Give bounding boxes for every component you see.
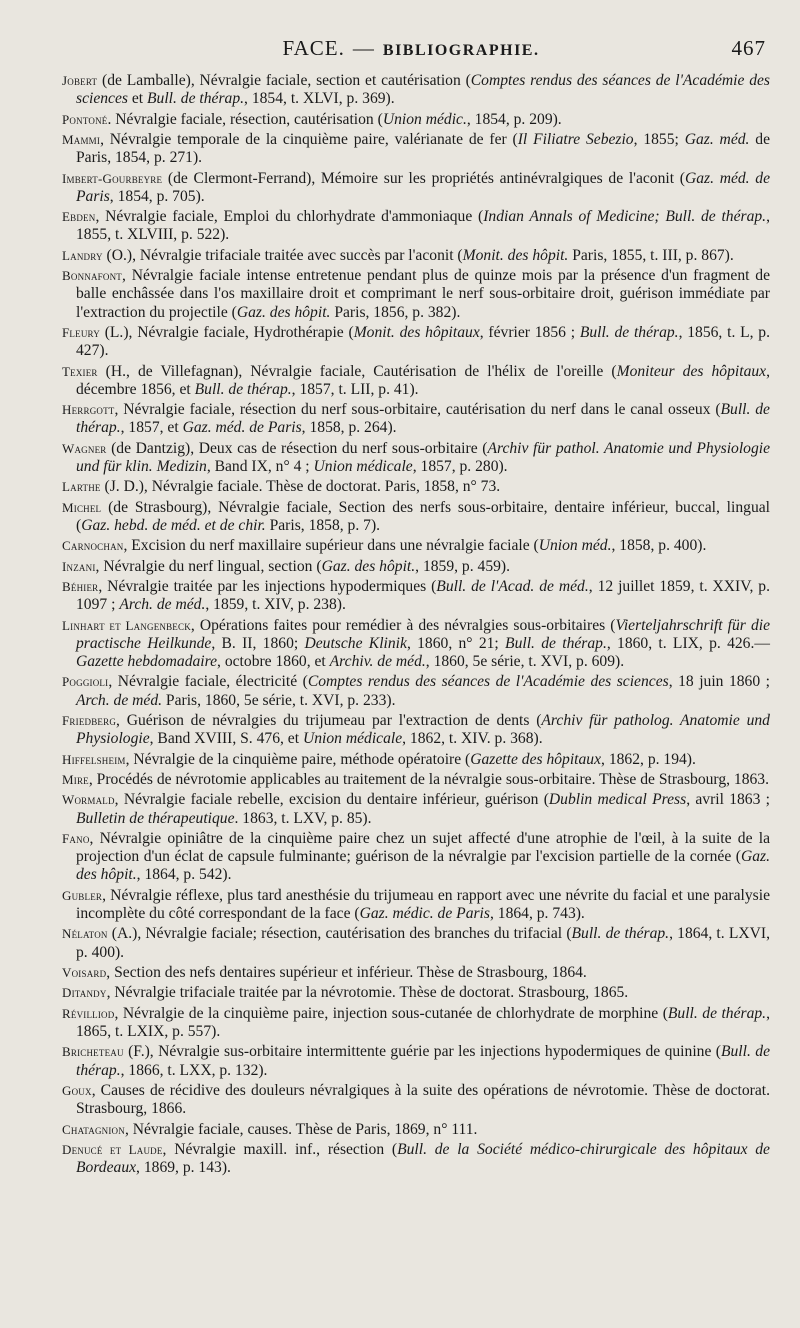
- entry-text: (de Dantzig), Deux cas de résection du nerf sous-orbitaire (: [106, 439, 488, 457]
- entry-text: (A.), Névralgie faciale; résection, cautérisation des branches du trifacial (: [107, 925, 572, 943]
- entry-text: , Névralgie de la cinquième paire, méthode opératoire (: [125, 750, 471, 768]
- entry-source-title: Gaz. des hôpit.: [321, 557, 416, 575]
- bibliography-list: [62, 72, 770, 1177]
- entry-text: , 1864, p. 743).: [489, 905, 585, 923]
- entry-text: , Section des nefs dentaires supérieur et inférieur. Thèse de Strasbourg, 1864.: [106, 964, 587, 982]
- entry-text: , Névralgie faciale intense entretenue pendant plus de quinze mois par la présence d'un fragment de balle enchâssée dans l'os maxillaire droit et comprimant le nerf sous-orbitaire droit, guérison immédiate par l'extraction du projectile (: [76, 267, 770, 321]
- entry-text: , 1860, 5e série, t. XVI, p. 609).: [425, 653, 625, 671]
- running-head: [62, 36, 770, 70]
- entry-text: , Névralgie faciale, Emploi du chlorhydrate d'ammoniaque (: [95, 208, 484, 226]
- bibliography-entry: [62, 208, 770, 244]
- entry-text: , Guérison de névralgies du trijumeau par l'extraction de dents (: [116, 712, 542, 730]
- entry-source-title: Archiv. de méd.: [329, 653, 426, 671]
- entry-text: , 1869, p. 143).: [136, 1159, 231, 1177]
- entry-source-title: Archiv für pathol. Anatomie und Physiologie und für klin. Medizin: [76, 439, 770, 475]
- entry-author: Béhier: [62, 579, 99, 595]
- bibliography-entry: [62, 401, 770, 437]
- entry-source-title: Gaz. méd. de Paris: [76, 169, 770, 205]
- title-dash: —: [352, 36, 375, 60]
- entry-author: Nélaton: [62, 926, 108, 942]
- entry-text: et: [127, 90, 148, 108]
- entry-text: , avril 1863 ;: [686, 791, 770, 809]
- entry-author: Gubler: [62, 887, 103, 903]
- bibliography-entry: [62, 131, 770, 167]
- entry-text: , Névralgie faciale, résection du nerf sous-orbitaire, cautérisation du nerf dans le canal osseux (: [114, 401, 721, 419]
- entry-author: Michel: [62, 499, 102, 515]
- entry-text: Paris, 1855, t. III, p. 867).: [568, 246, 734, 264]
- entry-text: (de Clermont-Ferrand), Mémoire sur les propriétés antinévralgiques de l'aconit (: [162, 169, 685, 187]
- bibliography-entry: [62, 791, 770, 827]
- entry-text: , 1862, t. XIV. p. 368).: [402, 730, 543, 748]
- entry-source-title: Bull. de thérap.: [505, 634, 607, 652]
- entry-text: , 12 juillet 1859, t. XXIV, p. 1097 ;: [76, 578, 770, 614]
- bibliography-entry: [62, 170, 770, 206]
- bibliography-entry: [62, 324, 770, 360]
- bibliography-entry: [62, 247, 770, 265]
- entry-author: Imbert-Gourbeyre: [62, 170, 163, 186]
- entry-author: Révilliod: [62, 1005, 115, 1021]
- entry-text: , 1855;: [633, 130, 685, 148]
- entry-author: Landry: [62, 247, 103, 263]
- entry-source-title: Bulletin de thérapeutique: [76, 809, 235, 827]
- entry-text: Paris, 1858, p. 7).: [265, 516, 381, 534]
- entry-author: Goux: [62, 1083, 92, 1098]
- entry-author: Linhart et Langenbeck: [62, 617, 191, 633]
- entry-source-title: Monit. des hôpitaux: [353, 323, 480, 341]
- entry-text: , Névralgie traitée par les injections hypodermiques (: [98, 578, 437, 596]
- entry-text: , Névralgie faciale, électricité (: [108, 673, 308, 691]
- entry-source-title: Gaz. méd. de Paris: [182, 419, 302, 437]
- entry-source-title: Moniteur des hôpitaux: [616, 362, 767, 380]
- entry-text: . Névralgie faciale, résection, cautérisation (: [107, 110, 383, 128]
- entry-author: Ditandy: [62, 985, 107, 1001]
- entry-source-title: Indian Annals of Medicine; Bull. de thérap.: [483, 208, 767, 226]
- entry-text: , 1855, t. XLVIII, p. 522).: [76, 208, 770, 244]
- entry-text: , Névralgie faciale, causes. Thèse de Paris, 1869, n° 111.: [124, 1120, 478, 1138]
- entry-author: Fano: [62, 831, 90, 847]
- entry-text: (F.), Névralgie sus-orbitaire intermittente guérie par les injections hypodermiques de quinine (: [123, 1043, 721, 1061]
- entry-text: (J. D.), Névralgie faciale. Thèse de doctorat. Paris, 1858, n° 73.: [100, 478, 501, 496]
- bibliography-entry: [62, 771, 770, 789]
- entry-source-title: Gaz. hebd. de méd. et de chir.: [81, 516, 266, 534]
- entry-text: , décembre 1856, et: [76, 362, 770, 398]
- entry-author: Jobert: [62, 73, 98, 88]
- bibliography-entry: [62, 673, 770, 709]
- bibliography-entry: [62, 578, 770, 614]
- chapter-title: FACE.: [282, 36, 345, 60]
- bibliography-entry: [62, 712, 770, 748]
- entry-text: , Band XVIII, S. 476, et: [149, 730, 303, 748]
- entry-author: Carnochan: [62, 538, 124, 554]
- entry-text: , Névralgie maxill. inf., résection (: [162, 1140, 398, 1158]
- bibliography-entry: [62, 499, 770, 535]
- entry-source-title: Gazette hebdomadaire: [76, 653, 218, 671]
- entry-source-title: Dublin medical Press: [548, 791, 687, 809]
- entry-source-title: Deutsche Klinik: [304, 634, 407, 652]
- entry-text: , Névralgie réflexe, plus tard anesthésie du trijumeau en rapport avec une névrite du facial et une paralysie incomplète du côté correspondant de la face (: [76, 886, 770, 923]
- entry-author: Mammi: [62, 131, 101, 147]
- entry-source-title: Archiv für patholog. Anatomie und Physiologie: [76, 712, 770, 748]
- entry-source-title: Union médicale: [313, 457, 413, 475]
- bibliography-entry: [62, 267, 770, 322]
- entry-text: Paris, 1856, p. 382).: [330, 303, 461, 321]
- entry-source-title: Bull. de thérap.: [194, 380, 292, 398]
- entry-author: Bricheteau: [62, 1044, 124, 1060]
- entry-source-title: Bull. de la Société médico-chirurgicale des hôpitaux de Bordeaux: [76, 1140, 770, 1177]
- entry-text: Paris, 1860, 5e série, t. XVI, p. 233).: [162, 691, 396, 709]
- entry-text: , B. II, 1860;: [211, 634, 305, 652]
- entry-source-title: Bull. de thérap.: [579, 323, 679, 341]
- entry-text: , 1864, p. 542).: [136, 866, 232, 884]
- entry-text: , 1859, p. 459).: [415, 557, 510, 575]
- entry-source-title: Arch. de méd.: [119, 596, 206, 614]
- entry-source-title: Comptes rendus des séances de l'Académie des sciences: [307, 673, 669, 691]
- entry-text: , Procédés de névrotomie applicables au traitement de la névralgie sous-orbitaire. Thèse de Strasbourg, 1863.: [88, 771, 769, 789]
- entry-author: Wagner: [62, 440, 107, 456]
- entry-source-title: Union médicale: [302, 730, 403, 748]
- entry-text: , 1857, et: [120, 419, 183, 437]
- entry-text: , 1859, t. XIV, p. 238).: [205, 596, 346, 614]
- entry-source-title: Union médic.: [382, 110, 467, 128]
- entry-text: , 1858, p. 400).: [611, 537, 707, 555]
- entry-author: Bonnafont: [62, 268, 122, 284]
- entry-text: , Causes de récidive des douleurs névralgiques à la suite des opérations de névrotomie. Thèse de doctorat. Strasbourg, 1866.: [76, 1082, 770, 1118]
- entry-text: . 1863, t. LXV, p. 85).: [234, 809, 372, 827]
- entry-author: Voisard: [62, 965, 107, 981]
- entry-author: Fleury: [62, 324, 100, 340]
- entry-text: , 1856, t. L, p. 427).: [76, 323, 771, 360]
- entry-text: , 1860, t. LIX, p. 426.—: [606, 634, 770, 652]
- entry-author: Poggioli: [62, 674, 109, 690]
- entry-text: , Opérations faites pour remédier à des névralgies sous-orbitaires (: [190, 616, 616, 634]
- bibliography-entry: [62, 1121, 770, 1139]
- entry-source-title: Arch. de méd.: [76, 691, 163, 709]
- entry-author: Inzani: [62, 558, 96, 574]
- entry-text: , 18 juin 1860 ;: [668, 673, 770, 691]
- entry-author: Ebden: [62, 209, 96, 225]
- entry-text: , Névralgie temporale de la cinquième paire, valérianate de fer (: [100, 130, 518, 148]
- entry-author: Chatagnion: [62, 1121, 125, 1137]
- bibliography-entry: [62, 964, 770, 982]
- entry-source-title: Gaz. des hôpit.: [236, 303, 331, 321]
- entry-text: , Névralgie opiniâtre de la cinquième paire chez un sujet affecté d'une atrophie de l'œil, à la suite de la projection d'un éclat de capsule fulminante; guérison de la névralgie par l'excision partielle de la cornée (: [76, 830, 770, 866]
- bibliography-entry: [62, 617, 770, 672]
- entry-author: Wormald: [62, 792, 115, 808]
- bibliography-entry: [62, 558, 770, 576]
- bibliography-entry: [62, 111, 770, 129]
- entry-text: , 1857, t. LII, p. 41).: [291, 380, 419, 398]
- entry-text: , 1854, t. XLVI, p. 369).: [244, 90, 395, 108]
- running-head-title: [283, 36, 540, 61]
- entry-source-title: Comptes rendus des séances de l'Académie des sciences: [76, 72, 770, 108]
- entry-source-title: Bull. de l'Acad. de méd.: [436, 578, 589, 596]
- entry-source-title: Gaz. médic. de Paris: [359, 905, 490, 923]
- entry-source-title: Gaz. méd.: [684, 130, 750, 148]
- entry-source-title: Monit. des hôpit.: [462, 246, 569, 264]
- entry-source-title: Bull. de thérap.: [667, 1004, 767, 1022]
- bibliography-entry: [62, 925, 770, 961]
- entry-author: Denucé et Laude: [62, 1141, 163, 1157]
- entry-text: , Névralgie de la cinquième paire, injection sous-cutanée de chlorhydrate de morphine (: [114, 1004, 668, 1022]
- entry-source-title: Gazette des hôpitaux: [470, 750, 602, 768]
- entry-author: Larthe: [62, 479, 101, 495]
- entry-source-title: Gaz. des hôpit.: [76, 848, 770, 884]
- bibliography-entry: [62, 1005, 770, 1041]
- page-number: 467: [731, 36, 766, 60]
- entry-text: (O.), Névralgie trifaciale traitée avec succès par l'aconit (: [102, 246, 463, 264]
- entry-source-title: Bull. de thérap.: [76, 1043, 770, 1079]
- entry-source-title: Il Filiatre Sebezio: [517, 130, 634, 148]
- entry-source-title: Union méd.: [538, 537, 612, 555]
- bibliography-entry: [62, 830, 770, 885]
- entry-text: , Névralgie faciale rebelle, excision du dentaire inférieur, guérison (: [114, 791, 549, 809]
- entry-source-title: Vierteljahrschrift für die practische Heilkunde: [76, 616, 770, 652]
- entry-text: , 1854, p. 209).: [466, 110, 562, 128]
- entry-author: Pontoné: [62, 111, 108, 127]
- entry-author: Hiffelsheim: [62, 751, 126, 767]
- entry-text: (de Strasbourg), Névralgie faciale, Section des nerfs sous-orbitaire, dentaire inférieur, buccal, lingual (: [76, 498, 770, 534]
- bibliography-entry: [62, 363, 770, 399]
- entry-text: , 1866, t. LXX, p. 132).: [120, 1061, 268, 1079]
- bibliography-entry: [62, 72, 770, 108]
- bibliography-entry: [62, 984, 770, 1002]
- bibliography-entry: [62, 440, 770, 476]
- entry-text: , 1862, p. 194).: [601, 750, 696, 768]
- bibliography-entry: [62, 1043, 770, 1079]
- bibliography-entry: [62, 537, 770, 555]
- entry-text: (L.), Névralgie faciale, Hydrothérapie (: [99, 323, 354, 341]
- entry-author: Texier: [62, 363, 98, 379]
- entry-author: Mire: [62, 772, 89, 788]
- entry-author: Friedberg: [62, 713, 117, 729]
- entry-source-title: Bull. de thérap.: [76, 401, 770, 437]
- entry-text: , Névralgie trifaciale traitée par la névrotomie. Thèse de doctorat. Strasbourg, 1865.: [106, 984, 629, 1002]
- entry-source-title: Bull. de thérap.: [571, 925, 670, 943]
- entry-text: , 1854, p. 705).: [109, 187, 205, 205]
- entry-author: Herrgott: [62, 402, 115, 418]
- entry-text: , 1864, t. LXVI, p. 400).: [76, 925, 770, 961]
- entry-text: , Névralgie du nerf lingual, section (: [95, 557, 322, 575]
- bibliography-entry: [62, 751, 770, 769]
- entry-source-title: Bull. de thérap.: [147, 90, 245, 108]
- section-title: BIBLIOGRAPHIE.: [382, 42, 540, 59]
- entry-text: (H., de Villefagnan), Névralgie faciale, Cautérisation de l'hélix de l'oreille (: [97, 362, 617, 380]
- entry-text: de Paris, 1854, p. 271).: [76, 130, 771, 167]
- bibliography-entry: [62, 1082, 770, 1118]
- bibliography-entry: [62, 478, 770, 496]
- bibliography-entry: [62, 1141, 770, 1177]
- bibliography-entry: [62, 887, 770, 923]
- entry-text: , 1860, n° 21;: [406, 634, 506, 652]
- entry-text: , février 1856 ;: [479, 323, 580, 341]
- entry-text: , Band IX, n° 4 ;: [206, 457, 314, 475]
- entry-text: , 1858, p. 264).: [301, 419, 397, 437]
- entry-text: , 1865, t. LXIX, p. 557).: [76, 1004, 770, 1041]
- entry-text: , Excision du nerf maxillaire supérieur dans une névralgie faciale (: [123, 537, 539, 555]
- entry-text: (de Lamballe), Névralgie faciale, section et cautérisation (: [97, 72, 471, 89]
- entry-text: , 1857, p. 280).: [412, 457, 508, 475]
- entry-text: , octobre 1860, et: [217, 653, 330, 671]
